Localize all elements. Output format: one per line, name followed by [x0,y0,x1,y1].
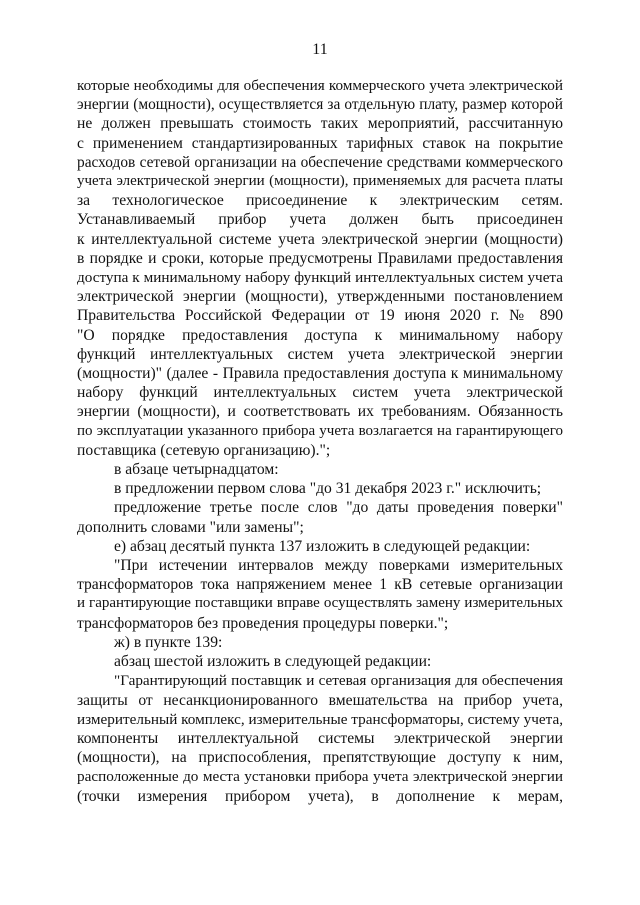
text-line: "О порядке предоставления доступа к минимальному набору [77,326,563,344]
text-line: измерительный комплекс, измерительные трансформаторы, систему учета, [77,710,563,728]
text-line: доступа к минимальному набору функций интеллектуальных систем учета [77,269,563,287]
text-line: за технологическое присоединение к электрическим сетям. [77,192,563,210]
text-line: предложение третье после слов "до даты проведения поверки" [114,499,563,517]
text-line: которые необходимы для обеспечения коммерческого учета электрической [77,77,563,94]
text-line: с применением стандартизированных тарифных ставок на покрытие [77,134,563,152]
text-line: и гарантирующие поставщики вправе осуществлять замену измерительных [77,595,563,612]
text-line: учета электрической энергии (мощности), применяемых для расчета платы [77,173,563,190]
text-line: (мощности), на приспособления, препятствующие доступу к ним, [77,749,563,767]
text-line: расходов сетевой организации на обеспечение средствами коммерческого [77,153,563,171]
text-line: не должен превышать стоимость таких мероприятий, рассчитанную [77,115,563,133]
text-line: трансформаторов без проведения процедуры поверки."; [77,614,449,632]
text-line: к интеллектуальной системе учета электрической энергии (мощности) [77,230,563,248]
text-line: энергии (мощности), осуществляется за отдельную плату, размер которой [77,96,563,114]
text-line: по эксплуатации указанного прибора учета возлагается на гарантирующего [77,422,563,439]
text-line: Правительства Российской Федерации от 19 июня 2020 г. № 890 [77,307,563,325]
text-line: в предложении первом слова "до 31 декабря 2023 г." исключить; [114,480,542,498]
text-line: поставщика (сетевую организацию)."; [77,441,331,459]
text-line: "Гарантирующий поставщик и сетевая организация для обеспечения [114,672,563,690]
text-line: функций интеллектуальных систем учета электрической энергии [77,345,563,363]
text-line: расположенные до места установки прибора учета электрической энергии [77,768,563,786]
text-line: набору функций интеллектуальных систем учета электрической [77,384,563,402]
text-line: (точки измерения прибором учета), в дополнение к мерам, [77,787,563,805]
text-line: абзац шестой изложить в следующей редакции: [114,653,432,671]
text-line: "При истечении интервалов между поверками измерительных [114,557,563,575]
text-line: защиты от несанкционированного вмешательства на прибор учета, [77,691,563,709]
body-text [77,76,563,806]
text-line: дополнить словами "или замены"; [77,518,304,536]
text-line: ж) в пункте 139: [114,633,223,651]
text-line: е) абзац десятый пункта 137 изложить в следующей редакции: [114,537,531,555]
text-line: электрической энергии (мощности), утвержденными постановлением [77,288,563,306]
text-line: (мощности)" (далее - Правила предоставления доступа к минимальному [77,365,563,383]
text-line: в порядке и сроки, которые предусмотрены Правилами предоставления [77,249,563,267]
text-line: Устанавливаемый прибор учета должен быть присоединен [77,211,563,229]
text-line: трансформаторов тока напряжением менее 1 кВ сетевые организации [77,576,563,594]
page-number: 11 [312,41,328,58]
text-line: в абзаце четырнадцатом: [114,461,279,479]
text-line: компоненты интеллектуальной системы электрической энергии [77,729,563,747]
text-line: энергии (мощности), и соответствовать их требованиям. Обязанность [77,403,563,421]
